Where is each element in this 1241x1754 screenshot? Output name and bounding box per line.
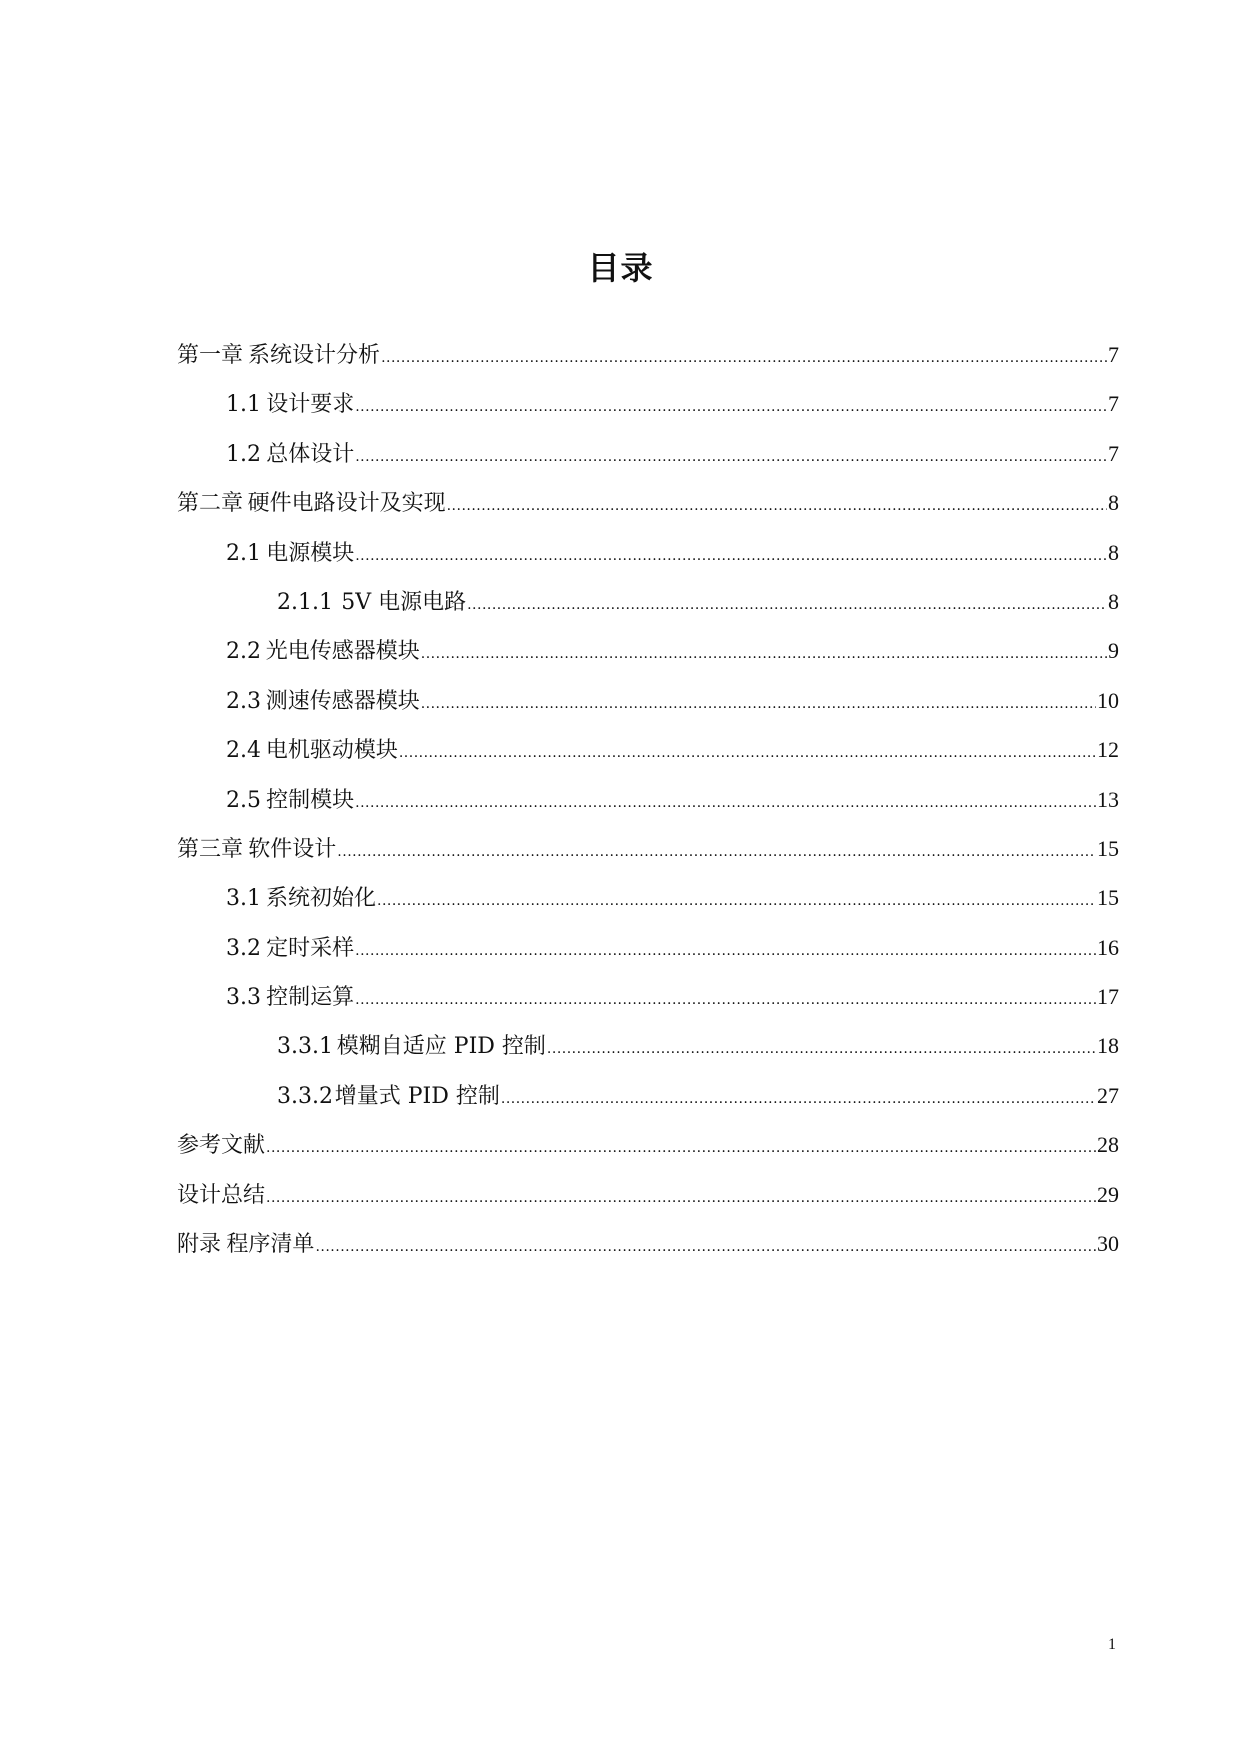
- dot-leader: [355, 536, 1107, 574]
- dot-leader: [421, 684, 1096, 722]
- toc-entry-number: 1.2: [226, 441, 261, 467]
- toc-entry-number: 第三章: [177, 836, 244, 862]
- toc-entry-label: 5V 电源电路: [341, 589, 467, 615]
- toc-entry-page: 18: [1097, 1033, 1119, 1059]
- toc-entry[interactable]: [177, 732, 1119, 781]
- toc-entry-label: 系统设计分析: [248, 343, 381, 368]
- toc-entry-page: 29: [1097, 1181, 1119, 1207]
- toc-entry[interactable]: [177, 485, 1119, 534]
- toc-entry-page: 16: [1097, 934, 1119, 960]
- toc-entry[interactable]: [177, 535, 1119, 584]
- toc-entry-page: 10: [1097, 687, 1119, 713]
- toc-entry-page: 15: [1097, 885, 1119, 911]
- toc-entry-number: 2.2: [226, 639, 261, 665]
- toc-entry[interactable]: [177, 1078, 1119, 1127]
- toc-entry-number: 1.1: [226, 392, 261, 418]
- toc-entry-number: 3.3.2: [277, 1083, 333, 1109]
- dot-leader: [355, 931, 1096, 969]
- toc-entry-page: 30: [1097, 1231, 1119, 1257]
- dot-leader: [501, 1079, 1096, 1117]
- dot-leader: [547, 1029, 1096, 1067]
- toc-entry-number: 第一章: [177, 343, 244, 368]
- toc-entry-page: 7: [1108, 391, 1119, 417]
- toc-entry[interactable]: [177, 1127, 1119, 1176]
- dot-leader: [447, 486, 1107, 524]
- dot-leader: [266, 1178, 1096, 1216]
- toc-entry-label: 程序清单: [226, 1232, 315, 1258]
- toc-entry[interactable]: [177, 584, 1119, 633]
- toc-entry[interactable]: [177, 979, 1119, 1028]
- toc-entry[interactable]: [177, 633, 1119, 682]
- toc-entry[interactable]: [177, 1028, 1119, 1077]
- dot-leader: [377, 881, 1096, 919]
- toc-entry-page: 12: [1097, 737, 1119, 763]
- toc-entry-label: 模糊自适应 PID 控制: [336, 1034, 546, 1060]
- page-number: 1: [1108, 1636, 1116, 1653]
- dot-leader: [337, 832, 1096, 870]
- toc-entry[interactable]: [177, 683, 1119, 732]
- toc-entry[interactable]: [177, 1177, 1119, 1226]
- toc-entry[interactable]: [177, 436, 1119, 485]
- toc-entry[interactable]: [177, 930, 1119, 979]
- toc-entry-page: 27: [1097, 1082, 1119, 1108]
- toc-entry-page: 8: [1108, 539, 1119, 565]
- toc-entry-label: 控制模块: [266, 787, 355, 813]
- page-title: 目录: [587, 249, 654, 287]
- toc-entry-page: 8: [1108, 490, 1119, 516]
- toc-entry-page: 8: [1108, 588, 1119, 614]
- toc-entry[interactable]: [177, 1226, 1119, 1275]
- dot-leader: [266, 1128, 1096, 1166]
- dot-leader: [355, 437, 1107, 475]
- table-of-contents: [177, 337, 1119, 1275]
- toc-entry-label: 设计要求: [266, 392, 355, 418]
- toc-entry-label: 软件设计: [248, 836, 337, 862]
- toc-entry[interactable]: [177, 880, 1119, 929]
- dot-leader: [421, 634, 1107, 672]
- toc-entry[interactable]: [177, 386, 1119, 435]
- toc-entry-page: 13: [1097, 786, 1119, 812]
- toc-entry-label: 系统初始化: [265, 886, 376, 912]
- dot-leader: [355, 387, 1107, 425]
- toc-entry-page: 17: [1097, 984, 1119, 1010]
- toc-entry[interactable]: [177, 831, 1119, 880]
- toc-entry-label: 增量式 PID 控制: [334, 1083, 500, 1109]
- dot-leader: [399, 733, 1096, 771]
- toc-entry-number: 2.4: [226, 738, 261, 764]
- dot-leader: [381, 338, 1107, 376]
- toc-entry-number: 3.2: [226, 935, 261, 961]
- toc-entry-label: 电源模块: [266, 540, 355, 566]
- toc-entry-label: 总体设计: [266, 441, 355, 467]
- toc-entry-page: 28: [1097, 1132, 1119, 1158]
- toc-entry-number: 2.5: [226, 787, 261, 813]
- toc-entry-number: 2.3: [226, 688, 261, 714]
- toc-entry-page: 9: [1108, 638, 1119, 664]
- toc-entry[interactable]: [177, 782, 1119, 831]
- toc-entry-label: 控制运算: [266, 985, 355, 1011]
- dot-leader: [467, 585, 1107, 623]
- toc-entry-label: 参考文献: [177, 1133, 266, 1159]
- toc-entry-label: 测速传感器模块: [265, 688, 420, 714]
- toc-entry-label: 设计总结: [177, 1182, 266, 1208]
- dot-leader: [315, 1227, 1096, 1265]
- toc-entry-label: 硬件电路设计及实现: [247, 491, 446, 517]
- toc-entry-number: 2.1.1: [277, 589, 333, 615]
- toc-entry-number: 3.1: [226, 886, 261, 912]
- toc-entry-page: 7: [1108, 342, 1119, 367]
- toc-entry-label: 光电传感器模块: [265, 639, 420, 665]
- toc-entry-number: 3.3.1: [277, 1034, 333, 1060]
- toc-entry-number: 第二章: [177, 491, 244, 517]
- toc-entry-page: 15: [1097, 835, 1119, 861]
- toc-entry-label: 电机驱动模块: [265, 738, 398, 764]
- toc-entry-label: 定时采样: [266, 935, 355, 961]
- toc-entry-number: 2.1: [226, 540, 261, 566]
- dot-leader: [355, 783, 1096, 821]
- dot-leader: [355, 980, 1096, 1018]
- toc-entry-number: 3.3: [226, 985, 261, 1011]
- toc-entry-page: 7: [1108, 440, 1119, 466]
- toc-entry[interactable]: [177, 337, 1119, 386]
- toc-entry-number: 附录: [177, 1232, 222, 1258]
